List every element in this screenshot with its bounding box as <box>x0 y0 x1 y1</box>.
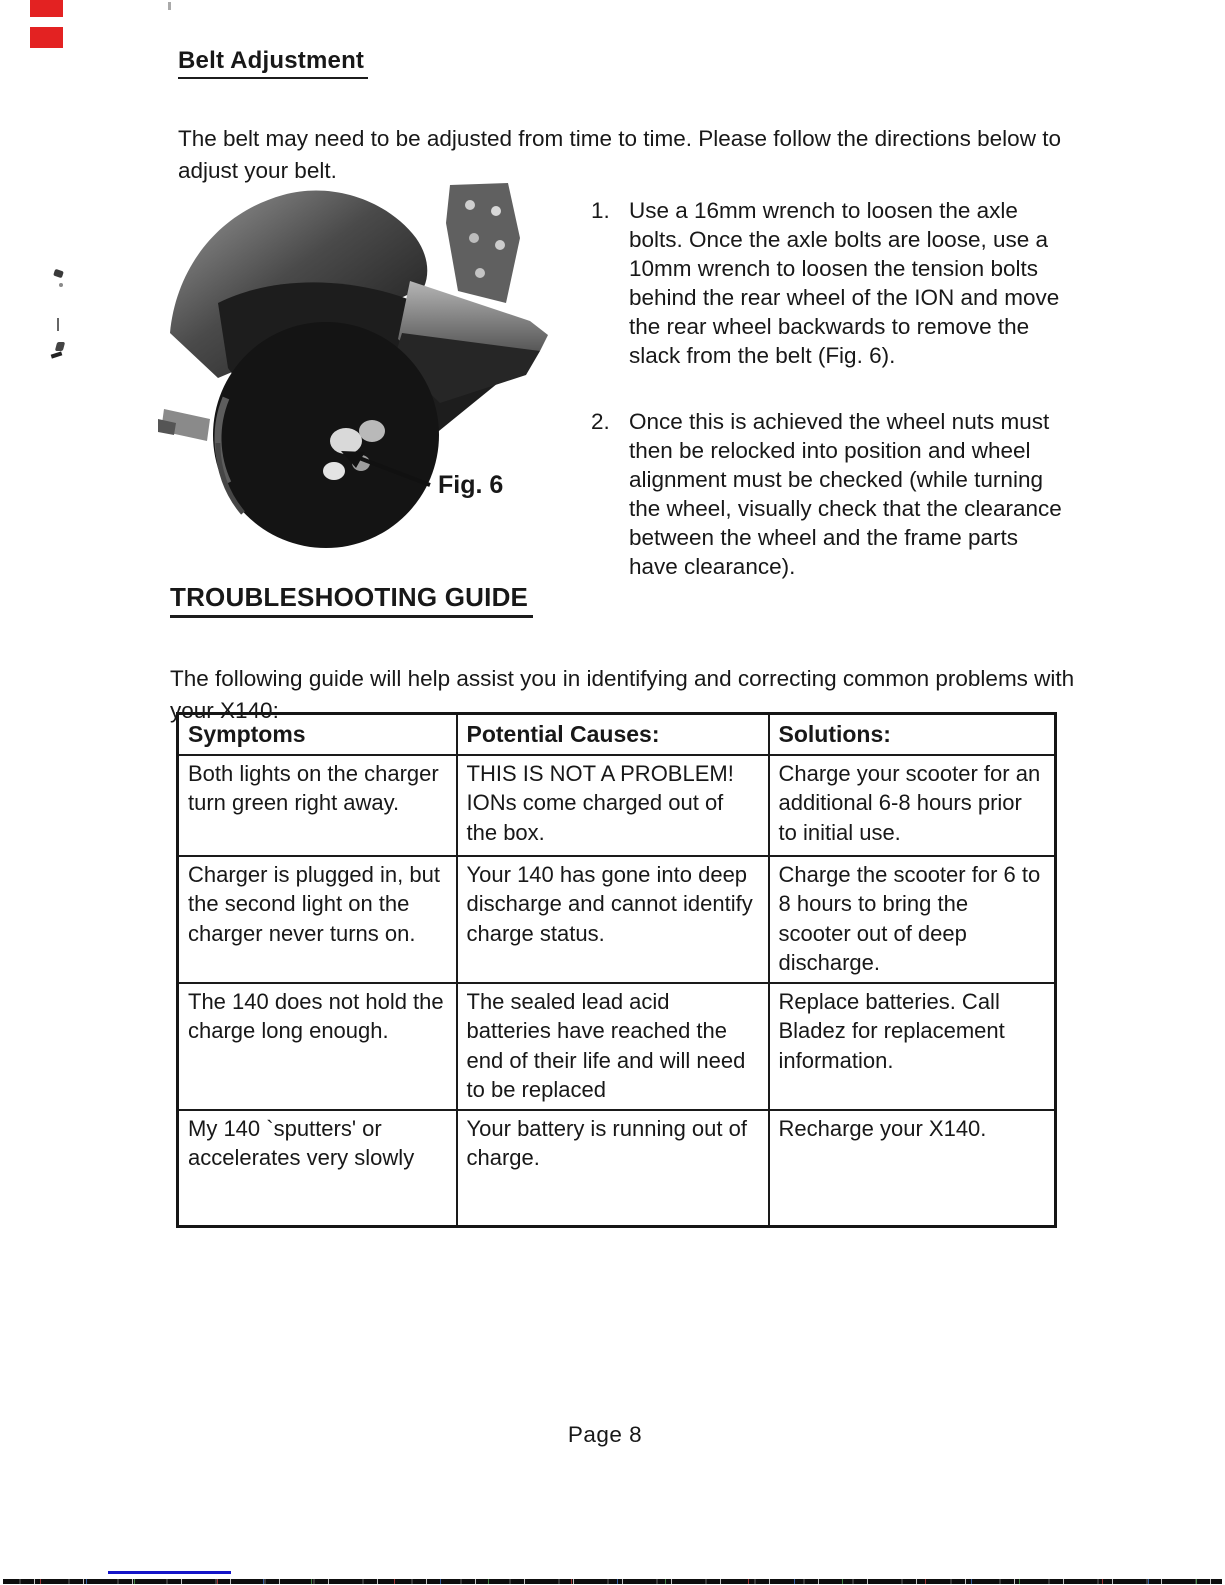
table-row <box>178 983 1056 1110</box>
table-cell: The sealed lead acid batteries have reached the end of their life and will need to be replaced <box>457 983 769 1110</box>
table-row <box>178 1110 1056 1227</box>
table-cell: Replace batteries. Call Bladez for replacement information. <box>769 983 1056 1110</box>
table-cell: Recharge your X140. <box>769 1110 1056 1227</box>
table-cell: THIS IS NOT A PROBLEM! IONs come charged out of the box. <box>457 755 769 856</box>
table-cell: Charge the scooter for 6 to 8 hours to bring the scooter out of deep discharge. <box>769 856 1056 983</box>
table-cell: Both lights on the charger turn green right away. <box>178 755 457 856</box>
steering-post-shape <box>446 183 520 303</box>
column-header-potential-causes: Potential Causes: <box>457 714 769 755</box>
red-scan-mark <box>30 0 63 17</box>
scan-speck <box>168 2 171 10</box>
list-item <box>591 407 1069 581</box>
step-text: Use a 16mm wrench to loosen the axle bolts. Once the axle bolts are loose, use a 10mm wrench to loosen the tension bolts behind the rear wheel of the ION and move the rear wheel backwards to remove the slack from the belt (Fig. 6). <box>629 198 1060 368</box>
table-cell: Your battery is running out of charge. <box>457 1110 769 1227</box>
scan-speck <box>55 342 65 351</box>
table-cell: Charge your scooter for an additional 6-8 hours prior to initial use. <box>769 755 1056 856</box>
section-title-belt-adjustment: Belt Adjustment <box>178 47 368 79</box>
column-header-symptoms: Symptoms <box>178 714 457 755</box>
step-number: 1. <box>591 198 610 223</box>
troubleshooting-table <box>176 712 1057 1228</box>
table-cell: Your 140 has gone into deep discharge and cannot identify charge status. <box>457 856 769 983</box>
column-header-solutions: Solutions: <box>769 714 1056 755</box>
figure-6-photo <box>158 183 550 553</box>
scan-speck <box>53 269 64 278</box>
step-number: 2. <box>591 409 610 434</box>
figure-caption: Fig. 6 <box>438 471 504 499</box>
section-title-troubleshooting: TROUBLESHOOTING GUIDE <box>170 582 533 618</box>
list-item <box>591 196 1069 370</box>
table-row <box>178 856 1056 983</box>
step-text: Once this is achieved the wheel nuts must then be relocked into position and wheel alignment must be checked (while turning the wheel, visually check that the clearance between the wheel and the frame parts have clearance). <box>629 409 1062 579</box>
table-row <box>178 755 1056 856</box>
rear-wheel-shape <box>213 322 439 548</box>
table-cell: Charger is plugged in, but the second light on the charger never turns on. <box>178 856 457 983</box>
scan-bottom-edge <box>3 1579 1222 1584</box>
table-cell: My 140 `sputters' or accelerates very slowly <box>178 1110 457 1227</box>
red-scan-mark <box>30 27 63 48</box>
table-header-row <box>178 714 1056 755</box>
troubleshooting-intro-paragraph: The following guide will help assist you in identifying and correcting common problems with your X140: <box>170 665 1075 723</box>
belt-intro-paragraph: The belt may need to be adjusted from time to time. Please follow the directions below to adjust your belt. <box>178 125 1061 183</box>
page-number: Page 8 <box>567 1422 643 1447</box>
scan-speck <box>57 318 59 331</box>
scan-speck <box>59 283 63 287</box>
belt-adjustment-steps <box>591 196 1069 618</box>
scan-speck <box>51 351 63 358</box>
table-cell: The 140 does not hold the charge long enough. <box>178 983 457 1110</box>
blue-underline-mark <box>108 1571 231 1574</box>
